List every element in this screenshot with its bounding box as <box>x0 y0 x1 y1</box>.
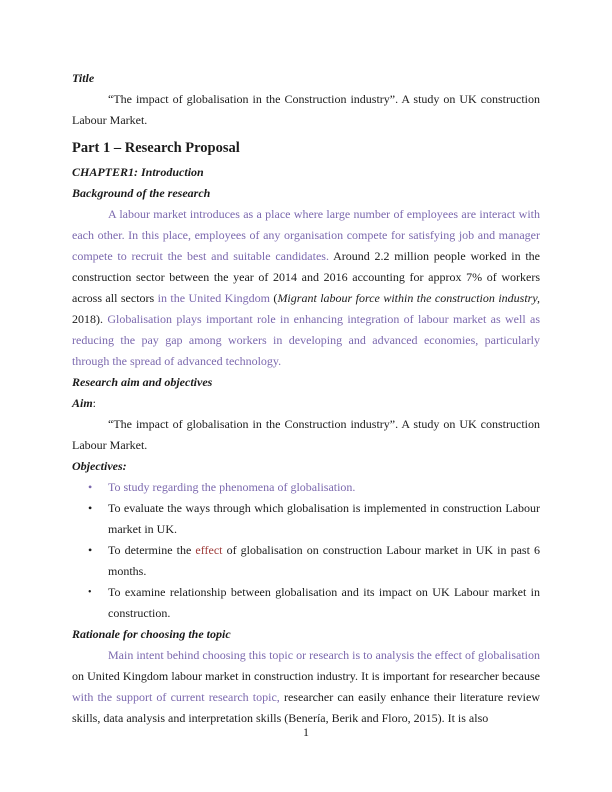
rationale-seg-4: researcher can easily enhance their literature review skills, data analysis and interpretation skills (Benería, Berik and Floro, 2015). It is also <box>72 690 541 725</box>
aim-label: Aim <box>72 396 93 410</box>
bullet-icon: • <box>88 501 93 515</box>
background-seg-1: A labour market introduces as a place where large number of employees are interact with each other. In this place, employees of any organisation compete for satisfying job and manager compete to recruit the best and suitable candidates. <box>72 207 540 263</box>
aim-paragraph: “The impact of globalisation in the Construction industry”. A study on UK construction Labour Market. <box>72 417 540 452</box>
background-seg-3: in the United Kingdom <box>157 291 270 305</box>
background-paragraph <box>72 204 540 372</box>
objective-3-post: of globalisation on construction Labour market in UK in past 6 months. <box>108 543 541 578</box>
objective-item-3 <box>72 540 540 582</box>
aim-colon: : <box>92 396 97 410</box>
rationale-seg-3: with the support of current research topic, <box>72 690 284 704</box>
part-heading: Part 1 – Research Proposal <box>72 140 240 156</box>
bullet-icon: • <box>88 543 93 557</box>
background-citation-title: Migrant labour force within the construction industry, <box>277 291 540 305</box>
rationale-seg-1: Main intent behind choosing this topic or research is to analysis the effect of globalisation <box>108 648 540 662</box>
bullet-icon: • <box>88 587 92 598</box>
title-paragraph: “The impact of globalisation in the Construction industry”. A study on UK construction Labour Market. <box>72 92 540 127</box>
page-number: 1 <box>303 725 309 739</box>
background-seg-2: Around 2.2 million people worked in the construction sector between the year of 2014 and 2016 accounting for approx 7% of workers across all sectors <box>72 249 540 305</box>
background-seg-4: ( <box>269 291 278 305</box>
objective-3-text <box>108 540 540 582</box>
background-heading: Background of the research <box>72 186 211 200</box>
bullet-icon: • <box>88 480 93 494</box>
research-aim-heading: Research aim and objectives <box>72 375 213 389</box>
objective-item-4 <box>72 582 540 624</box>
background-seg-7: Globalisation plays important role in enhancing integration of labour market as well as reducing the pay gap among workers in developing and advanced economies, particularly through the spread of advanced technology. <box>72 312 540 368</box>
objective-3-pre: To determine the <box>108 543 196 557</box>
background-seg-6: 2018). <box>72 312 108 326</box>
rationale-paragraph <box>72 645 540 729</box>
aim-label-line <box>72 393 540 414</box>
objective-3-red-word: effect <box>195 543 223 557</box>
rationale-heading: Rationale for choosing the topic <box>72 627 231 641</box>
objective-4-text: To examine relationship between globalisation and its impact on UK Labour market in construction. <box>108 585 540 620</box>
objective-2-text: To evaluate the ways through which globalisation is implemented in construction Labour market in UK. <box>108 501 540 536</box>
chapter-heading: CHAPTER1: Introduction <box>72 165 204 179</box>
title-label: Title <box>72 71 95 85</box>
objective-item-2 <box>72 498 540 540</box>
objective-1-text: To study regarding the phenomena of globalisation. <box>108 480 356 494</box>
objectives-heading: Objectives: <box>72 459 127 473</box>
rationale-seg-2: on United Kingdom labour market in construction industry. It is important for researcher because <box>72 669 540 683</box>
objective-item-1 <box>72 477 540 498</box>
